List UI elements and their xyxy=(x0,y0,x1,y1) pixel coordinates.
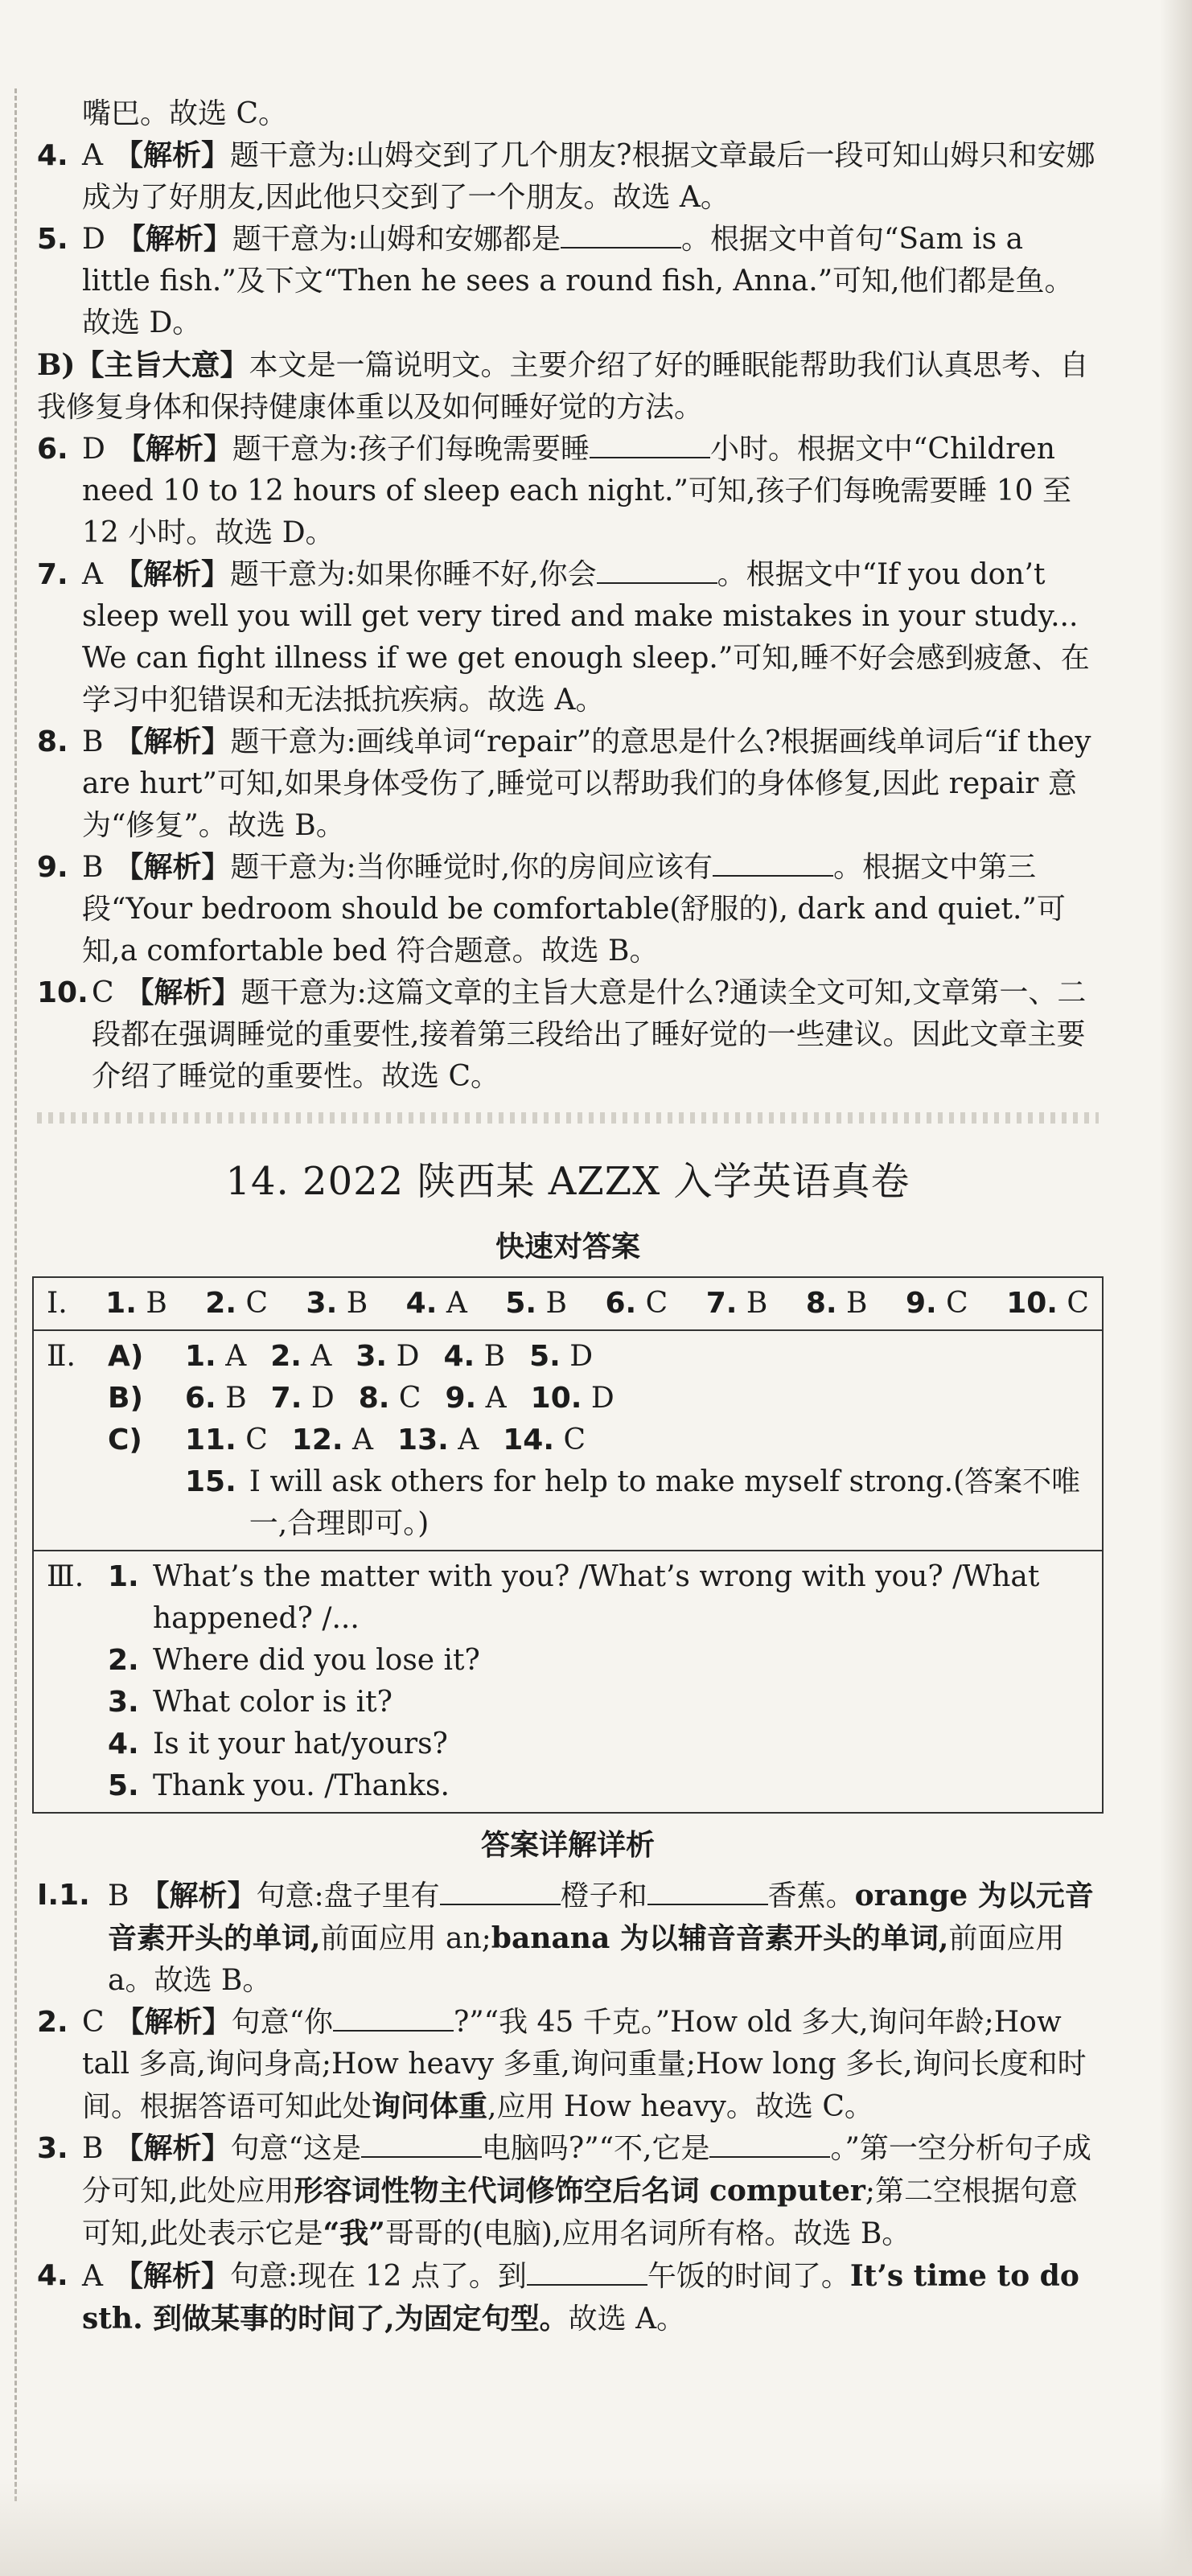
item-answer: A xyxy=(82,139,103,172)
analysis-tag: 【解析】 xyxy=(115,2006,232,2039)
question-number: 3. xyxy=(306,1287,338,1320)
quick-answer xyxy=(356,1336,419,1378)
analysis-tag: 【解析】 xyxy=(140,1880,257,1912)
answer-item-7 xyxy=(37,554,1099,721)
item-number: 10. xyxy=(37,976,88,1009)
question-number: 11. xyxy=(185,1424,236,1456)
section-b-label: B)【主旨大意】 xyxy=(37,348,249,382)
quick-part3-item xyxy=(108,1682,1089,1723)
question-number: 9. xyxy=(905,1287,937,1320)
quick-answer xyxy=(529,1336,593,1378)
item-answer: D xyxy=(82,223,105,256)
analysis-text: 句意:盘子里有 xyxy=(256,1880,440,1912)
question-number: 2. xyxy=(108,1644,139,1677)
analysis-text: 句意“你 xyxy=(231,2006,333,2039)
analysis-text: 题干意为:山姆和安娜都是 xyxy=(232,223,561,256)
answer-letter: C xyxy=(398,1382,421,1415)
roman-numeral: Ⅰ. xyxy=(47,1287,68,1320)
quick-subsection-row xyxy=(108,1336,1089,1378)
answer-blank xyxy=(440,1880,561,1905)
answer-letter: B xyxy=(545,1287,567,1320)
item-number: 9. xyxy=(37,851,68,884)
analysis-tag: 【解析】 xyxy=(114,2260,231,2293)
quick-answer-7 xyxy=(706,1283,768,1325)
answer-blank xyxy=(333,2006,454,2032)
analysis-key-point: It’s time to do sth. 到做某事的时间了,为固定句型。 xyxy=(82,2259,1079,2336)
item-number: 6. xyxy=(37,433,68,466)
section-b-text: 本文是一篇说明文。主要介绍了好的睡眠能帮助我们认真思考、自我修复身体和保持健康体重以及如何睡好觉的方法。 xyxy=(37,349,1089,424)
question-number: 4. xyxy=(443,1340,475,1373)
quick-part3-item xyxy=(108,1723,1089,1765)
analysis-key-point: 询问体重 xyxy=(372,2089,488,2123)
question-number: 9. xyxy=(445,1382,477,1415)
answer-letter: A xyxy=(485,1382,507,1415)
answer-letter: C xyxy=(1067,1287,1089,1320)
item-answer: B xyxy=(82,851,104,884)
analysis-tag: 【解析】 xyxy=(125,976,241,1009)
analysis-tag: 【解析】 xyxy=(114,725,231,758)
analysis-text: 题干意为:如果你睡不好,你会 xyxy=(230,558,597,591)
quick-part3-item xyxy=(108,1556,1089,1640)
exam-title: 14. 2022 陕西某 AZZX 入学英语真卷 xyxy=(225,1159,910,1204)
quick-answer-3 xyxy=(306,1283,368,1325)
analysis-text: 。根据文中“If you don’t sleep well you will get very tired and make mistakes in your study... We can fight illness if we get enough sleep.”可知,睡不好会感到疲惫、在学习中犯错误和无法抵抗疾病。故选 A。 xyxy=(82,558,1090,717)
question-number: 8. xyxy=(805,1287,837,1320)
quick-answer xyxy=(359,1378,421,1419)
analysis-tag: 【解析】 xyxy=(114,558,231,591)
answer-letter: B xyxy=(846,1287,868,1320)
analysis-text: 。根据文中第三段“Your bedroom should be comfortable(舒服的), dark and quiet.”可知,a comfortable bed 符合题意。故选 B。 xyxy=(82,851,1066,968)
quick-answer-1 xyxy=(105,1283,167,1325)
quick-answer xyxy=(185,1378,247,1419)
analysis-text: 。”第一空分析句子成分可知,此处应用 xyxy=(82,2132,1091,2208)
answer-letter: B xyxy=(225,1382,247,1415)
answer-item-4 xyxy=(37,135,1099,219)
roman-numeral: Ⅱ. xyxy=(47,1340,76,1373)
answer-blank xyxy=(561,223,681,249)
item-number: 4. xyxy=(37,139,68,172)
analysis-text: 前面应用 a。故选 B。 xyxy=(108,1922,1065,1997)
answer-item-5 xyxy=(37,219,1099,344)
question-number: 3. xyxy=(108,1686,139,1719)
quick-answer xyxy=(185,1336,246,1378)
quick-answer-6 xyxy=(605,1283,668,1325)
question-number: 12. xyxy=(291,1424,343,1456)
quick-part-1 xyxy=(34,1278,1102,1331)
subsection-label: B) xyxy=(108,1382,143,1415)
analysis-tag: 【解析】 xyxy=(114,851,231,884)
answer-item-10 xyxy=(37,972,1099,1098)
analysis-tag: 【解析】 xyxy=(116,223,232,256)
answer-blank xyxy=(647,1880,768,1905)
roman-numeral: Ⅰ. xyxy=(37,1879,60,1912)
answer-letter: A xyxy=(310,1340,332,1373)
analysis-key-point: orange 为以元音音素开头的单词, xyxy=(108,1879,1094,1955)
question-number: 10. xyxy=(530,1382,582,1415)
analysis-text: 午饭的时间了。 xyxy=(647,2260,850,2293)
question-number: 3. xyxy=(356,1340,388,1373)
section-b-summary xyxy=(37,344,1099,429)
detail-item-4 xyxy=(37,2255,1099,2340)
answer-blank xyxy=(597,558,717,584)
question-number: 5. xyxy=(529,1340,561,1373)
detail-item-3 xyxy=(37,2128,1099,2255)
item-answer: A xyxy=(82,2260,103,2293)
item-answer: C xyxy=(92,976,114,1009)
question-number: 1. xyxy=(108,1560,139,1593)
binding-dashed-rule xyxy=(14,88,17,2501)
answer-sentence: What’s the matter with you? /What’s wrong with you? /What happened? /... xyxy=(153,1560,1040,1635)
analysis-key-point: “我” xyxy=(323,2217,385,2250)
quick-answer-2 xyxy=(205,1283,268,1325)
answer-sentence: Thank you. /Thanks. xyxy=(153,1769,450,1802)
item-answer: B xyxy=(82,725,104,758)
page-edge-shadow xyxy=(1160,0,1192,2576)
quick-answer-8 xyxy=(806,1283,868,1325)
item-number: 4. xyxy=(37,2259,68,2292)
answer-letter: C xyxy=(645,1287,668,1320)
answer-blank xyxy=(713,851,833,877)
quick-answer xyxy=(292,1419,373,1461)
question-number: 4. xyxy=(108,1728,139,1760)
answer-blank xyxy=(361,2132,482,2158)
analysis-text: 句意:现在 12 点了。到 xyxy=(230,2260,527,2293)
analysis-text: 句意“这是 xyxy=(230,2132,361,2165)
answer-letter: D xyxy=(569,1340,594,1373)
subsection-label: C) xyxy=(108,1424,142,1456)
item-answer: A xyxy=(82,558,103,591)
question-number: 7. xyxy=(270,1382,302,1415)
roman-numeral: Ⅲ. xyxy=(47,1560,84,1593)
quick-answer-4 xyxy=(406,1283,467,1325)
answer-sentence: Is it your hat/yours? xyxy=(153,1728,448,1760)
answer-item-6 xyxy=(37,429,1099,554)
question-number: 2. xyxy=(205,1287,237,1320)
quick-answers-heading: 快速对答案 xyxy=(495,1230,640,1263)
quick-answer xyxy=(185,1419,268,1461)
quick-answer xyxy=(270,1336,331,1378)
question-number: 7. xyxy=(705,1287,738,1320)
answer-letter: B xyxy=(746,1287,768,1320)
question-number: 6. xyxy=(605,1287,637,1320)
analysis-text: ?”“我 45 千克。”How old 多大,询问年龄;How tall 多高,询问身高;How heavy 多重,询问重量;How long 多长,询问长度和时间。根据答语可知此处 xyxy=(82,2006,1087,2123)
question-number: 5. xyxy=(505,1287,537,1320)
analysis-text: 。根据文中首句“Sam is a little fish.”及下文“Then he sees a round fish, Anna.”可知,他们都是鱼。故选 D。 xyxy=(82,223,1074,339)
question-number: 2. xyxy=(270,1340,302,1373)
item-number: 1. xyxy=(59,1879,90,1912)
quick-answer-9 xyxy=(906,1283,968,1325)
quick-answer-box xyxy=(32,1276,1104,1814)
continuation-text: 嘴巴。故选 C。 xyxy=(82,97,287,130)
answer-letter: B xyxy=(346,1287,368,1320)
section-divider xyxy=(37,1112,1099,1124)
answer-letter: D xyxy=(590,1382,614,1415)
analysis-text: 题干意为:画线单词“repair”的意思是什么?根据画线单词后“if they are hurt”可知,如果身体受伤了,睡觉可以帮助我们的身体修复,因此 repair 意为“修复”。故选 B。 xyxy=(82,725,1091,842)
answer-letter: A xyxy=(225,1340,247,1373)
question-number: 10. xyxy=(1006,1287,1058,1320)
analysis-text: 题干意为:这篇文章的主旨大意是什么?通读全文可知,文章第一、二段都在强调睡觉的重要性,接着第三段给出了睡好觉的一些建议。因此文章主要介绍了睡觉的重要性。故选 C。 xyxy=(92,976,1087,1093)
quick-part3-item xyxy=(108,1765,1089,1807)
item-number: 2. xyxy=(37,2006,68,2039)
question-number: 1. xyxy=(105,1287,137,1320)
answer-item-9 xyxy=(37,847,1099,972)
q15-text: I will ask others for help to make myself strong.(答案不唯一,合理即可。) xyxy=(249,1465,1081,1540)
quick-answer xyxy=(271,1378,335,1419)
analysis-text: 题干意为:山姆交到了几个朋友?根据文章最后一段可知山姆只和安娜成为了好朋友,因此他只交到了一个朋友。故选 A。 xyxy=(82,139,1095,214)
quick-answer-10 xyxy=(1006,1283,1089,1325)
quick-answer-5 xyxy=(505,1283,567,1325)
analysis-text: 电脑吗?”“不,它是 xyxy=(481,2132,710,2165)
question-number: 8. xyxy=(358,1382,390,1415)
subsection-label: A) xyxy=(108,1340,144,1373)
item-number: 7. xyxy=(37,558,68,591)
detailed-answers-heading: 答案详解详析 xyxy=(480,1829,655,1862)
item-answer: C xyxy=(82,2006,105,2039)
detail-item-1 xyxy=(37,1875,1099,2002)
q15-number: 15. xyxy=(185,1465,236,1498)
answer-content xyxy=(37,93,1099,2340)
detail-item-2 xyxy=(37,2002,1099,2128)
analysis-tag: 【解析】 xyxy=(114,2132,231,2165)
answer-letter: A xyxy=(446,1287,467,1320)
analysis-text: 哥哥的(电脑),应用名词所有格。故选 B。 xyxy=(384,2217,911,2250)
quick-subsection-row xyxy=(108,1378,1089,1419)
answer-sentence: What color is it? xyxy=(153,1686,393,1719)
quick-answer xyxy=(397,1419,479,1461)
answer-letter: B xyxy=(483,1340,506,1373)
quick-part-3 xyxy=(34,1551,1102,1812)
question-number: 4. xyxy=(405,1287,438,1320)
answer-blank xyxy=(590,433,710,458)
answer-sentence: Where did you lose it? xyxy=(153,1644,480,1677)
question-number: 14. xyxy=(503,1424,555,1456)
answer-item-8 xyxy=(37,721,1099,847)
analysis-text: 题干意为:当你睡觉时,你的房间应该有 xyxy=(230,851,713,884)
answer-letter: B xyxy=(146,1287,167,1320)
analysis-text: 前面应用 an; xyxy=(320,1922,491,1955)
analysis-text: ,应用 How heavy。故选 C。 xyxy=(487,2090,873,2123)
answer-letter: A xyxy=(352,1424,374,1456)
analysis-tag: 【解析】 xyxy=(116,433,232,466)
answer-letter: D xyxy=(396,1340,420,1373)
page-bottom-texture xyxy=(0,2477,1192,2576)
quick-part-2 xyxy=(34,1331,1102,1551)
quick-answer xyxy=(445,1378,506,1419)
analysis-text: 故选 A。 xyxy=(568,2303,686,2336)
analysis-key-point: banana 为以辅音音素开头的单词, xyxy=(491,1921,949,1955)
quick-answer xyxy=(531,1378,614,1419)
question-number: 1. xyxy=(185,1340,216,1373)
analysis-text: 小时。根据文中“Children need 10 to 12 hours of sleep each night.”可知,孩子们每晚需要睡 10 至 12 小时。故选 D。 xyxy=(82,433,1072,549)
answer-letter: C xyxy=(946,1287,968,1320)
answer-letter: D xyxy=(310,1382,335,1415)
answer-letter: C xyxy=(245,1287,269,1320)
question-number: 5. xyxy=(108,1769,139,1802)
question-number: 13. xyxy=(397,1424,449,1456)
analysis-text: 橙子和 xyxy=(560,1880,647,1912)
analysis-text: 题干意为:孩子们每晚需要睡 xyxy=(232,433,590,466)
item-number: 8. xyxy=(37,725,68,758)
quick-part3-item xyxy=(108,1640,1089,1682)
item-answer: B xyxy=(82,2132,104,2165)
answer-letter: A xyxy=(458,1424,479,1456)
quick-answer xyxy=(443,1336,505,1378)
item-number: 3. xyxy=(37,2132,68,2165)
analysis-tag: 【解析】 xyxy=(114,139,231,172)
item-number: 5. xyxy=(37,223,68,256)
analysis-text: ;第二空根据句意可知,此处表示它是 xyxy=(82,2175,1078,2250)
quick-answer xyxy=(503,1419,586,1461)
question-number: 6. xyxy=(185,1382,216,1415)
analysis-text: 香蕉。 xyxy=(767,1880,855,1912)
quick-subsection-row xyxy=(108,1419,1089,1461)
analysis-key-point: 形容词性物主代词修饰空后名词 computer xyxy=(294,2174,865,2208)
item-answer: B xyxy=(108,1880,129,1912)
answer-letter: C xyxy=(245,1424,268,1456)
answer-letter: C xyxy=(563,1424,586,1456)
answer-blank xyxy=(527,2260,647,2286)
answer-blank xyxy=(709,2132,830,2158)
item-answer: D xyxy=(82,433,105,466)
